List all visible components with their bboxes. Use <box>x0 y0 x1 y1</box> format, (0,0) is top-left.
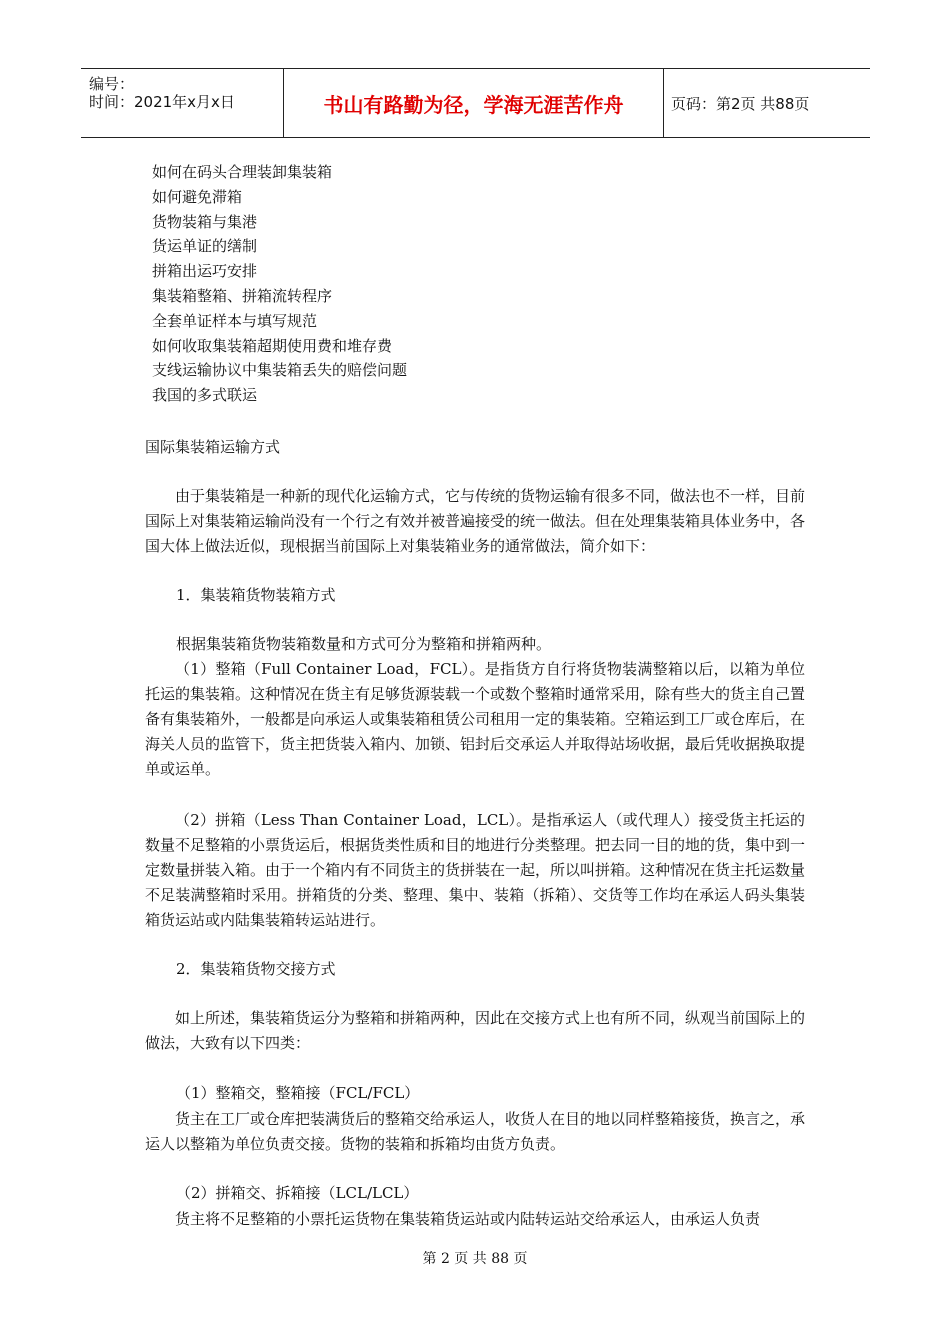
heading-handover-methods: 2．集装箱货物交接方式 <box>176 960 336 978</box>
toc-item: 如何在码头合理装卸集装箱 <box>152 163 333 181</box>
method-1-text: 货主在工厂或仓库把装满货后的整箱交给承运人，收货人在目的地以同样整箱接货，换言之，承运人以整箱为单位负责交接。货物的装箱和拆箱均由货方负责。 <box>145 1110 806 1153</box>
toc-item: 集装箱整箱、拼箱流转程序 <box>152 286 333 305</box>
toc-item: 货物装箱与集港 <box>152 212 258 231</box>
page-header <box>81 68 870 138</box>
toc-item: 我国的多式联运 <box>152 386 258 405</box>
table-of-contents <box>152 160 407 408</box>
toc-item: 拼箱出运巧安排 <box>152 262 258 281</box>
toc-item: 如何避免滞箱 <box>152 187 243 206</box>
toc-item: 如何收取集装箱超期使用费和堆存费 <box>152 336 393 355</box>
fcl-paragraph: （1）整箱（Full Container Load，FCL）。是指货方自行将货物装满整箱以后，以箱为单位托运的集装箱。这种情况在货主有足够货源装载一个或数个整箱时通常采用，除有些大的货主自己置备有集装箱外，一般都是向承运人或集装箱租赁公司租用一定的集装箱。空箱运到工厂或仓库后，在海关人员的监管下，货主把货装入箱内、加锁、铝封后交承运人并取得站场收据，最后凭收据换取提单或运单。 <box>145 660 806 778</box>
header-meta <box>81 69 283 137</box>
method-2-title: （2）拼箱交、拆箱接（LCL/LCL） <box>176 1184 419 1202</box>
toc-item: 全套单证样本与填写规范 <box>152 311 318 330</box>
heading-packing-methods: 1．集装箱货物装箱方式 <box>176 586 336 604</box>
header-motto: 书山有路勤为径，学海无涯苦作舟 <box>283 69 664 137</box>
handover-intro: 如上所述，集装箱货运分为整箱和拼箱两种，因此在交接方式上也有所不同，纵观当前国际上的做法，大致有以下四类： <box>145 1009 806 1052</box>
method-2-text: 货主将不足整箱的小票托运货物在集装箱货运站或内陆转运站交给承运人，由承运人负责 <box>175 1210 761 1228</box>
toc-item: 货运单证的缮制 <box>152 237 258 256</box>
section-title: 国际集装箱运输方式 <box>145 438 281 456</box>
lcl-paragraph: （2）拼箱（Less Than Container Load，LCL）。是指承运人（或代理人）接受货主托运的数量不足整箱的小票货运后，根据货类性质和目的地进行分类整理。把去同一目的地的货，集中到一定数量拼装入箱。由于一个箱内有不同货主的货拼装在一起，所以叫拼箱。这种情况在货主托运数量不足装满整箱时采用。拼箱货的分类、整理、集中、装箱（拆箱）、交货等工作均在承运人码头集装箱货运站或内陆集装箱转运站进行。 <box>145 811 806 929</box>
toc-item: 支线运输协议中集装箱丢失的赔偿问题 <box>152 361 408 380</box>
method-1-title: （1）整箱交，整箱接（FCL/FCL） <box>176 1084 420 1102</box>
page-footer: 第 2 页 共 88 页 <box>422 1251 528 1267</box>
time-label: 时间：2021年x月x日 <box>89 93 235 111</box>
packing-intro: 根据集装箱货物装箱数量和方式可分为整箱和拼箱两种。 <box>176 635 552 653</box>
number-label: 编号： <box>89 75 135 93</box>
intro-paragraph: 由于集装箱是一种新的现代化运输方式，它与传统的货物运输有很多不同，做法也不一样，目前国际上对集装箱运输尚没有一个行之有效并被普遍接受的统一做法。但在处理集装箱具体业务中，各国大体上做法近似，现根据当前国际上对集装箱业务的通常做法，简介如下： <box>145 487 806 555</box>
header-page-info: 页码：第2页 共88页 <box>671 94 810 113</box>
